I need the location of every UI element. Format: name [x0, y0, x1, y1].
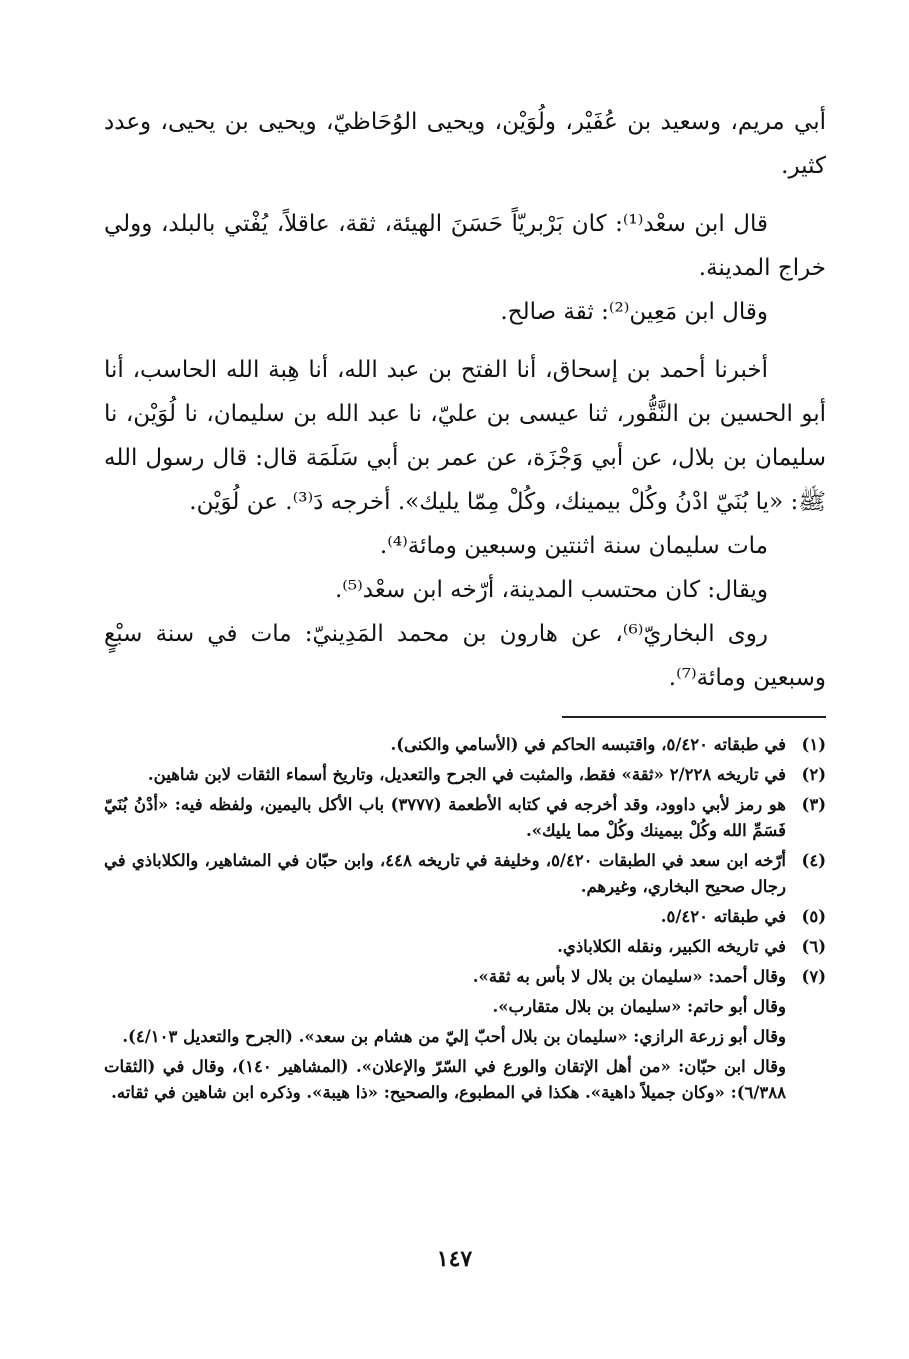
footnote-text: هو رمز لأبي داوود، وقد أخرجه في كتابه الأطعمة (٣٧٧٧) باب الأكل باليمين، ولفظه فيه: «أدْنُ بُنَيّ فَسَمِّ الله وكُلْ بيمينك وكُلْ مما يليك».	[104, 795, 786, 840]
footnote-2	[104, 762, 826, 788]
footnote-text: في طبقاته ٥/٤٢٠.	[660, 907, 786, 926]
footnote-divider	[562, 716, 826, 718]
paragraph-7: روى البخاريّ⁽⁶⁾، عن هارون بن محمد المَدِينيّ: مات في سنة سبْعٍ وسبعين ومائة⁽⁷⁾.	[104, 621, 826, 691]
paragraph-6: ويقال: كان محتسب المدينة، أرّخه ابن سعْد⁽⁵⁾.	[334, 577, 768, 603]
paragraph-1: أبي مريم، وسعيد بن عُفَيْر، ولُوَيْن، ويحيى الوُحَاظيّ، ويحيى بن يحيى، وعدد كثير.	[104, 109, 826, 179]
footnote-text: وقال أحمد: «سليمان بن بلال لا بأس به ثقة».	[472, 967, 786, 986]
footnote-number: (٧)	[801, 967, 826, 986]
page-number: ١٤٧	[436, 1246, 473, 1272]
paragraph-4: أخبرنا أحمد بن إسحاق، أنا الفتح بن عبد الله، أنا هِبة الله الحاسب، أنا أبو الحسين بن النَّقُّور، ثنا عيسى بن عليّ، نا عبد الله بن سليمان، نا لُوَيْن، نا سليمان بن بلال، عن أبي وَجْزَة، عن عمر بن أبي سَلَمَة قال: قال رسول الله ﷺ: «يا بُنَيّ ادْنُ وكُلْ بيمينك، وكُلْ مِمّا يليك». أخرجه دَ⁽³⁾. عن لُوَيْن.	[104, 357, 826, 515]
footnote-number: (٦)	[801, 937, 826, 956]
footnote-5	[104, 904, 826, 930]
main-text	[104, 100, 826, 700]
footnote-7-continuation: وقال أبو زرعة الرازي: «سليمان بن بلال أحبّ إليّ من هشام بن سعد». (الجرح والتعديل ٤/١٠٣).	[122, 1027, 786, 1046]
footnote-number: (١)	[801, 735, 826, 754]
footnote-text: في تاريخه الكبير، ونقله الكلاباذي.	[557, 937, 786, 956]
footnote-7-continuation: وقال أبو حاتم: «سليمان بن بلال متقارب».	[492, 997, 786, 1016]
footnotes	[104, 732, 826, 1110]
footnote-number: (٥)	[801, 907, 826, 926]
footnote-text: في تاريخه ٢/٢٢٨ «ثقة» فقط، والمثبت في الجرح والتعديل، وتاريخ أسماء الثقات لابن شاهين.	[147, 765, 786, 784]
footnote-1	[104, 732, 826, 758]
footnote-text: في طبقاته ٥/٤٢٠، واقتبسه الحاكم في (الأسامي والكنى).	[390, 735, 786, 754]
footnote-number: (٤)	[801, 851, 826, 870]
paragraph-2: قال ابن سعْد⁽¹⁾: كان بَرْبريّاً حَسَنَ الهيئة، ثقة، عاقلاً، يُفْتي بالبلد، وولي خراج المدينة.	[104, 211, 826, 281]
footnote-7-continuation: وقال ابن حبّان: «من أهل الإتقان والورع في السّرّ والإعلان». (المشاهير ١٤٠)، وقال في (الثقات ٦/٣٨٨): «وكان جميلاً داهية». هكذا في المطبوع، والصحيح: «ذا هيبة». وذكره ابن شاهين في ثقاته.	[104, 1057, 786, 1102]
footnote-number: (٣)	[801, 795, 826, 814]
footnote-6	[104, 934, 826, 960]
footnote-3	[104, 792, 826, 844]
footnote-7	[104, 964, 826, 990]
footnote-text: أرّخه ابن سعد في الطبقات ٥/٤٢٠، وخليفة في تاريخه ٤٤٨، وابن حبّان في المشاهير، والكلاباذي في رجال صحيح البخاري، وغيرهم.	[104, 851, 786, 896]
paragraph-3: وقال ابن مَعِين⁽²⁾: ثقة صالح.	[500, 299, 768, 325]
paragraph-5: مات سليمان سنة اثنتين وسبعين ومائة⁽⁴⁾.	[379, 533, 768, 559]
footnote-4	[104, 848, 826, 900]
footnote-number: (٢)	[801, 765, 826, 784]
